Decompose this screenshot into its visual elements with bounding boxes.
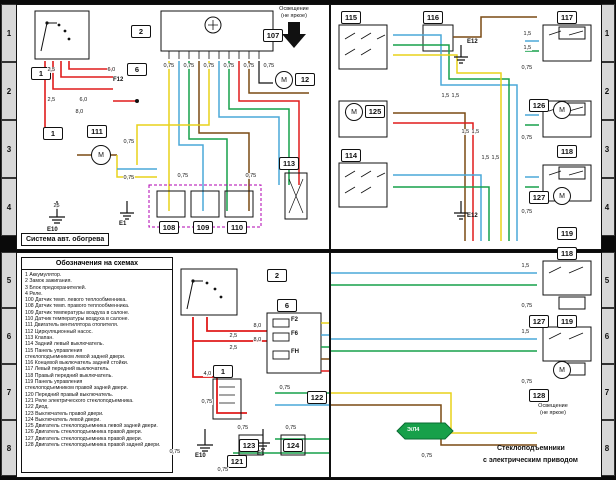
legend-item: 114 Задний левый выключатель. [25, 341, 104, 348]
note-lighting-bottom-line1: Освещение [538, 403, 568, 409]
tr-wire-075-a [521, 65, 533, 71]
bl-wire-075-e [169, 449, 181, 455]
legend-item: 120 Передний правый выключатель. [25, 391, 114, 398]
box-122-label: 122 [310, 393, 324, 402]
box-1-topleft-b-label: 1 [50, 129, 56, 138]
box-6-topleft [127, 63, 147, 76]
box-125-label: 125 [368, 107, 382, 116]
wire-075-i [177, 173, 189, 179]
tr-wire-15-b-text: 1,5 [523, 45, 532, 51]
wire-075-f-text: 0,75 [263, 63, 275, 69]
panel-legend-and-power [16, 252, 330, 478]
ground-e12-lower [467, 213, 478, 219]
title-window-lifts-line2-text: с электрическим приводом [483, 457, 578, 464]
tr-wire-15-a [523, 31, 532, 37]
legend-item: стеклоподъемником левой задней двери. [25, 353, 126, 360]
motor-127-glyph: M [559, 192, 565, 200]
fuse-fh-label [291, 349, 299, 355]
box-1-topleft-b [43, 127, 63, 140]
margin-right-4-label: 4 [604, 202, 610, 212]
legend-item: 128 Двигатель стеклоподъемника правой задней двери. [25, 442, 161, 449]
legend-list [22, 270, 172, 450]
box-108 [159, 221, 179, 234]
title-heater-system-text: Система авт. обогрева [26, 236, 105, 243]
tr-wire-075-b [521, 135, 533, 141]
box-109-label: 109 [196, 223, 210, 232]
wire-075-g [123, 139, 135, 145]
wire-25-left [47, 67, 56, 73]
box-117-label: 117 [560, 13, 574, 22]
wire-25b-text: 2,5 [47, 97, 56, 103]
bl-wire-075-d [285, 425, 297, 431]
legend-item: 127 Двигатель стеклоподъемника правой двери. [25, 435, 143, 442]
legend-item: 2 Замок зажигания. [25, 278, 72, 285]
box-12 [295, 73, 315, 86]
legend-item: 117 Левый передний выключатель. [25, 366, 110, 373]
motor-128-glyph: M [559, 366, 565, 374]
margin-left-3 [1, 120, 17, 178]
box-1-botleft [213, 365, 233, 378]
br-wire-15-a-text: 1,5 [521, 263, 530, 269]
box-117 [557, 11, 577, 24]
wire-25-text: 25 [53, 203, 60, 209]
box-109 [193, 221, 213, 234]
box-118 [557, 145, 577, 158]
legend-item: 108 Датчик темп. правого теплообменника. [25, 303, 130, 310]
tr-wire-15-f [471, 129, 480, 135]
margin-right-8-label: 8 [604, 443, 610, 453]
wire-60b [107, 67, 116, 73]
margin-right-5-label: 5 [604, 275, 610, 285]
legend-item: 100 Датчик темп. левого теплообменника. [25, 297, 127, 304]
margin-left-1-label: 1 [6, 28, 12, 38]
ground-e10-text: E10 [47, 227, 58, 233]
box-6-botleft-label: 6 [284, 301, 290, 310]
motor-126-icon [553, 101, 571, 119]
legend-item: 3 Блок предохранителей. [25, 284, 87, 291]
box-123 [239, 439, 259, 452]
br-wire-075-c [421, 453, 433, 459]
tr-wire-15-f-text: 1,5 [471, 129, 480, 135]
title-window-lifts-line1-text: Стеклоподъемники [497, 445, 565, 452]
margin-left-2-label: 2 [6, 86, 12, 96]
wires-top-right [331, 5, 601, 249]
box-114 [341, 149, 361, 162]
wire-075-c-text: 0,75 [203, 63, 215, 69]
bl-wire-40-text: 4,0 [203, 371, 212, 377]
margin-left-3-label: 3 [6, 144, 12, 154]
bl-wire-40 [203, 371, 212, 377]
tr-wire-15-h-text: 1,5 [491, 155, 500, 161]
wire-80 [75, 109, 84, 115]
wire-075-d-text: 0,75 [223, 63, 235, 69]
bl-wire-25-b [229, 345, 238, 351]
wire-075-d [223, 63, 235, 69]
wire-075-a-text: 0,75 [163, 63, 175, 69]
box-125 [365, 105, 385, 118]
wire-075-f [263, 63, 275, 69]
legend-title: Обозначения на схемах [22, 258, 172, 270]
motor-125-glyph: M [351, 108, 357, 116]
fuse-f12-text: F12 [113, 77, 124, 83]
wire-075-h-text: 0,75 [123, 175, 135, 181]
bl-wire-80-a [253, 323, 262, 329]
box-121 [227, 455, 247, 468]
box-127 [529, 191, 549, 204]
tr-wire-15-g [481, 155, 490, 161]
br-wire-15-a [521, 263, 530, 269]
margin-left-5 [1, 252, 17, 308]
box-123-label: 123 [242, 441, 256, 450]
margin-left-8-label: 8 [6, 443, 12, 453]
fuse-fh-text: FH [291, 349, 299, 355]
legend-item: 113 Клапан. [25, 334, 54, 341]
note-lighting-top-line2: (не яркое) [281, 12, 307, 19]
ground-e1-bot-text: E1 [257, 451, 265, 457]
tr-wire-15-d-text: 1,5 [451, 93, 460, 99]
bl-wire-075-b [279, 385, 291, 391]
wire-075-h [123, 175, 135, 181]
sheet-ref-label [407, 427, 419, 433]
tr-wire-15-b [523, 45, 532, 51]
box-1-topleft-a-label: 1 [38, 69, 44, 78]
box-126-label: 126 [532, 101, 546, 110]
box-119-label: 119 [560, 229, 574, 238]
margin-left-4 [1, 178, 17, 236]
bl-wire-075-f-text: 0,75 [217, 467, 229, 473]
margin-left-5-label: 5 [6, 275, 12, 285]
tr-wire-15-h [491, 155, 500, 161]
panel-window-lifts-lower [330, 249, 602, 478]
tr-wire-075-b-text: 0,75 [521, 135, 533, 141]
legend-item: 123 Выключатель правой двери. [25, 410, 104, 417]
box-128 [529, 389, 549, 402]
margin-left-6 [1, 308, 17, 364]
sheet-ref-text: Э/Л4 [407, 427, 420, 433]
bl-wire-25-a-text: 2,5 [229, 333, 238, 339]
bl-wire-075-c-text: 0,75 [237, 425, 249, 431]
motor-127-icon [553, 187, 571, 205]
margin-left-4-label: 4 [6, 202, 12, 212]
bl-wire-075-c [237, 425, 249, 431]
box-116-label: 116 [426, 13, 440, 22]
bl-wire-075-a [201, 399, 213, 405]
pump-112-icon [275, 71, 293, 89]
box-111 [87, 125, 107, 138]
legend-item: 118 Правый передний выключатель. [25, 372, 113, 379]
legend-item: 4 Реле. [25, 290, 43, 297]
ground-e1-text: E1 [119, 221, 127, 227]
wire-60a [79, 97, 88, 103]
bl-wire-075-f [217, 467, 229, 473]
wire-075-j-text: 0,75 [245, 173, 257, 179]
fuse-f2-label [291, 317, 298, 323]
ground-e12-lower-text: E12 [467, 213, 478, 219]
box-2-botleft [267, 269, 287, 282]
wire-60a-text: 6,0 [79, 97, 88, 103]
legend-item: 115 Панель управления [25, 347, 83, 354]
margin-right-2-label: 2 [604, 86, 610, 96]
tr-wire-15-d [451, 93, 460, 99]
legend-item: 112 Циркуляционный насос. [25, 328, 93, 335]
legend-box [21, 257, 173, 473]
legend-item: 124 Выключатель левой двери. [25, 416, 101, 423]
br-wire-075-a [521, 303, 533, 309]
box-6-botleft [277, 299, 297, 312]
motor-128-icon [553, 361, 571, 379]
arrow-down-icon [282, 22, 312, 52]
tr-wire-15-c [441, 93, 450, 99]
title-window-lifts-line1 [497, 445, 565, 452]
note-lighting-top [262, 6, 326, 19]
tr-wire-15-a-text: 1,5 [523, 31, 532, 37]
bl-wire-075-b-text: 0,75 [279, 385, 291, 391]
motor-126-glyph: M [559, 106, 565, 114]
legend-item: 110 Датчик температуры воздуха в салоне. [25, 316, 129, 323]
wire-075-e [243, 63, 255, 69]
box-126 [529, 99, 549, 112]
br-wire-075-b [521, 379, 533, 385]
box-113-label: 113 [282, 159, 296, 168]
box-128-label: 128 [532, 391, 546, 400]
tr-wire-075-a-text: 0,75 [521, 65, 533, 71]
legend-item: стеклоподъемником правой задней двери. [25, 385, 128, 392]
title-window-lifts-line2 [483, 457, 578, 464]
box-124-label: 124 [286, 441, 300, 450]
box-127-label: 127 [532, 193, 546, 202]
box-110 [227, 221, 247, 234]
title-heater-system [21, 233, 109, 246]
br-wire-075-b-text: 0,75 [521, 379, 533, 385]
wire-075-j [245, 173, 257, 179]
margin-left-6-label: 6 [6, 331, 12, 341]
margin-right-6-label: 6 [604, 331, 610, 341]
ground-e10-bot [195, 453, 206, 459]
box-2-botleft-label: 2 [274, 271, 280, 280]
box-122 [307, 391, 327, 404]
box-115-label: 115 [344, 13, 358, 22]
box-107-label: 107 [266, 31, 280, 40]
margin-right-3-label: 3 [604, 144, 610, 154]
wire-075-i-text: 0,75 [177, 173, 189, 179]
box-127-lower-label: 127 [532, 317, 546, 326]
br-wire-075-c-text: 0,75 [421, 453, 433, 459]
box-6-topleft-label: 6 [134, 65, 140, 74]
margin-left-8 [1, 420, 17, 476]
margin-right-1-label: 1 [604, 28, 610, 38]
box-114-label: 114 [344, 151, 358, 160]
br-wire-15-b-text: 1,5 [521, 329, 530, 335]
box-127-lower [529, 315, 549, 328]
box-118-label: 118 [560, 147, 574, 156]
fuse-f12-label [113, 77, 123, 83]
bl-wire-80-b [253, 337, 262, 343]
box-121-label: 121 [230, 457, 244, 466]
ground-e1-label [119, 221, 126, 227]
box-119 [557, 227, 577, 240]
tr-wire-075-c-text: 0,75 [521, 209, 533, 215]
legend-item: 109 Датчик температуры воздуха в салоне. [25, 309, 130, 316]
bl-wire-25-a [229, 333, 238, 339]
margin-left-2 [1, 62, 17, 120]
fuse-f2-text: F2 [291, 317, 299, 323]
tr-wire-15-c-text: 1,5 [441, 93, 450, 99]
bl-wire-25-b-text: 2,5 [229, 345, 238, 351]
box-124 [283, 439, 303, 452]
tr-wire-075-c [521, 209, 533, 215]
bl-wire-075-e-text: 0,75 [169, 449, 181, 455]
bl-wire-80-b-text: 8,0 [253, 337, 262, 343]
legend-item: 116 Концевой выключатель задней стойки. [25, 360, 129, 367]
wire-60b-text: 6,0 [107, 67, 116, 73]
tr-wire-15-g-text: 1,5 [481, 155, 490, 161]
note-lighting-bottom-line2: (не яркое) [540, 409, 566, 416]
box-111-label: 111 [91, 127, 103, 136]
wire-80-text: 8,0 [75, 109, 84, 115]
box-115 [341, 11, 361, 24]
wire-25-left-text: 2,5 [47, 67, 56, 73]
legend-item: 125 Двигатель стеклоподъемника левой задней двери. [25, 423, 158, 430]
legend-item: 119 Панель управления [25, 379, 83, 386]
margin-left-7-label: 7 [6, 387, 12, 397]
ground-e1-bot [257, 451, 264, 457]
motor-125-icon [345, 103, 363, 121]
wire-075-c [203, 63, 215, 69]
tr-wire-15-e-text: 1,5 [461, 129, 470, 135]
wire-075-b [183, 63, 195, 69]
margin-left-1 [1, 4, 17, 62]
legend-item: 1 Аккумулятор. [25, 272, 62, 278]
box-12-label: 12 [300, 75, 310, 84]
wire-075-b-text: 0,75 [183, 63, 195, 69]
box-2-topleft [131, 25, 151, 38]
fuse-f6-text: F6 [291, 331, 299, 337]
box-116 [423, 11, 443, 24]
margin-left-7 [1, 364, 17, 420]
panel-window-lifts-upper [330, 4, 602, 250]
bl-wire-80-a-text: 8,0 [253, 323, 262, 329]
note-lighting-bottom [521, 403, 585, 416]
box-119-lower-label: 119 [560, 317, 574, 326]
box-1-botleft-label: 1 [220, 367, 226, 376]
box-118-lower-label: 118 [560, 249, 574, 258]
box-108-label: 108 [162, 223, 176, 232]
wire-075-g-text: 0,75 [123, 139, 135, 145]
sheet-ref-badge [397, 423, 453, 439]
legend-item: 122 Диод. [25, 404, 49, 411]
legend-item: 126 Двигатель стеклоподъемника правой двери. [25, 429, 143, 436]
ground-e12-upper [467, 39, 478, 45]
bl-wire-075-a-text: 0,75 [201, 399, 213, 405]
bl-wire-075-d-text: 0,75 [285, 425, 297, 431]
ground-e12-upper-text: E12 [467, 39, 478, 45]
br-wire-15-b [521, 329, 530, 335]
wire-25 [53, 203, 60, 209]
box-110-label: 110 [230, 223, 244, 232]
br-wire-075-a-text: 0,75 [521, 303, 533, 309]
margin-right-7-label: 7 [604, 387, 610, 397]
box-107 [263, 29, 283, 42]
ground-e10-bot-text: E10 [195, 453, 206, 459]
box-2-topleft-label: 2 [138, 27, 144, 36]
pump-112-glyph: M [281, 76, 287, 84]
legend-item: 111 Двигатель вентилятора отопителя. [25, 322, 119, 329]
wire-075-a [163, 63, 175, 69]
fuse-f6-label [291, 331, 298, 337]
wire-25b [47, 97, 56, 103]
tr-wire-15-e [461, 129, 470, 135]
motor-111-icon [91, 145, 111, 165]
legend-item: 121 Реле электрического стеклоподъемника. [25, 397, 134, 404]
note-lighting-top-line1: Освещение [279, 6, 309, 12]
box-118-lower [557, 247, 577, 260]
motor-111-glyph: M [98, 151, 104, 159]
box-119-lower [557, 315, 577, 328]
box-113 [279, 157, 299, 170]
wire-075-e-text: 0,75 [243, 63, 255, 69]
